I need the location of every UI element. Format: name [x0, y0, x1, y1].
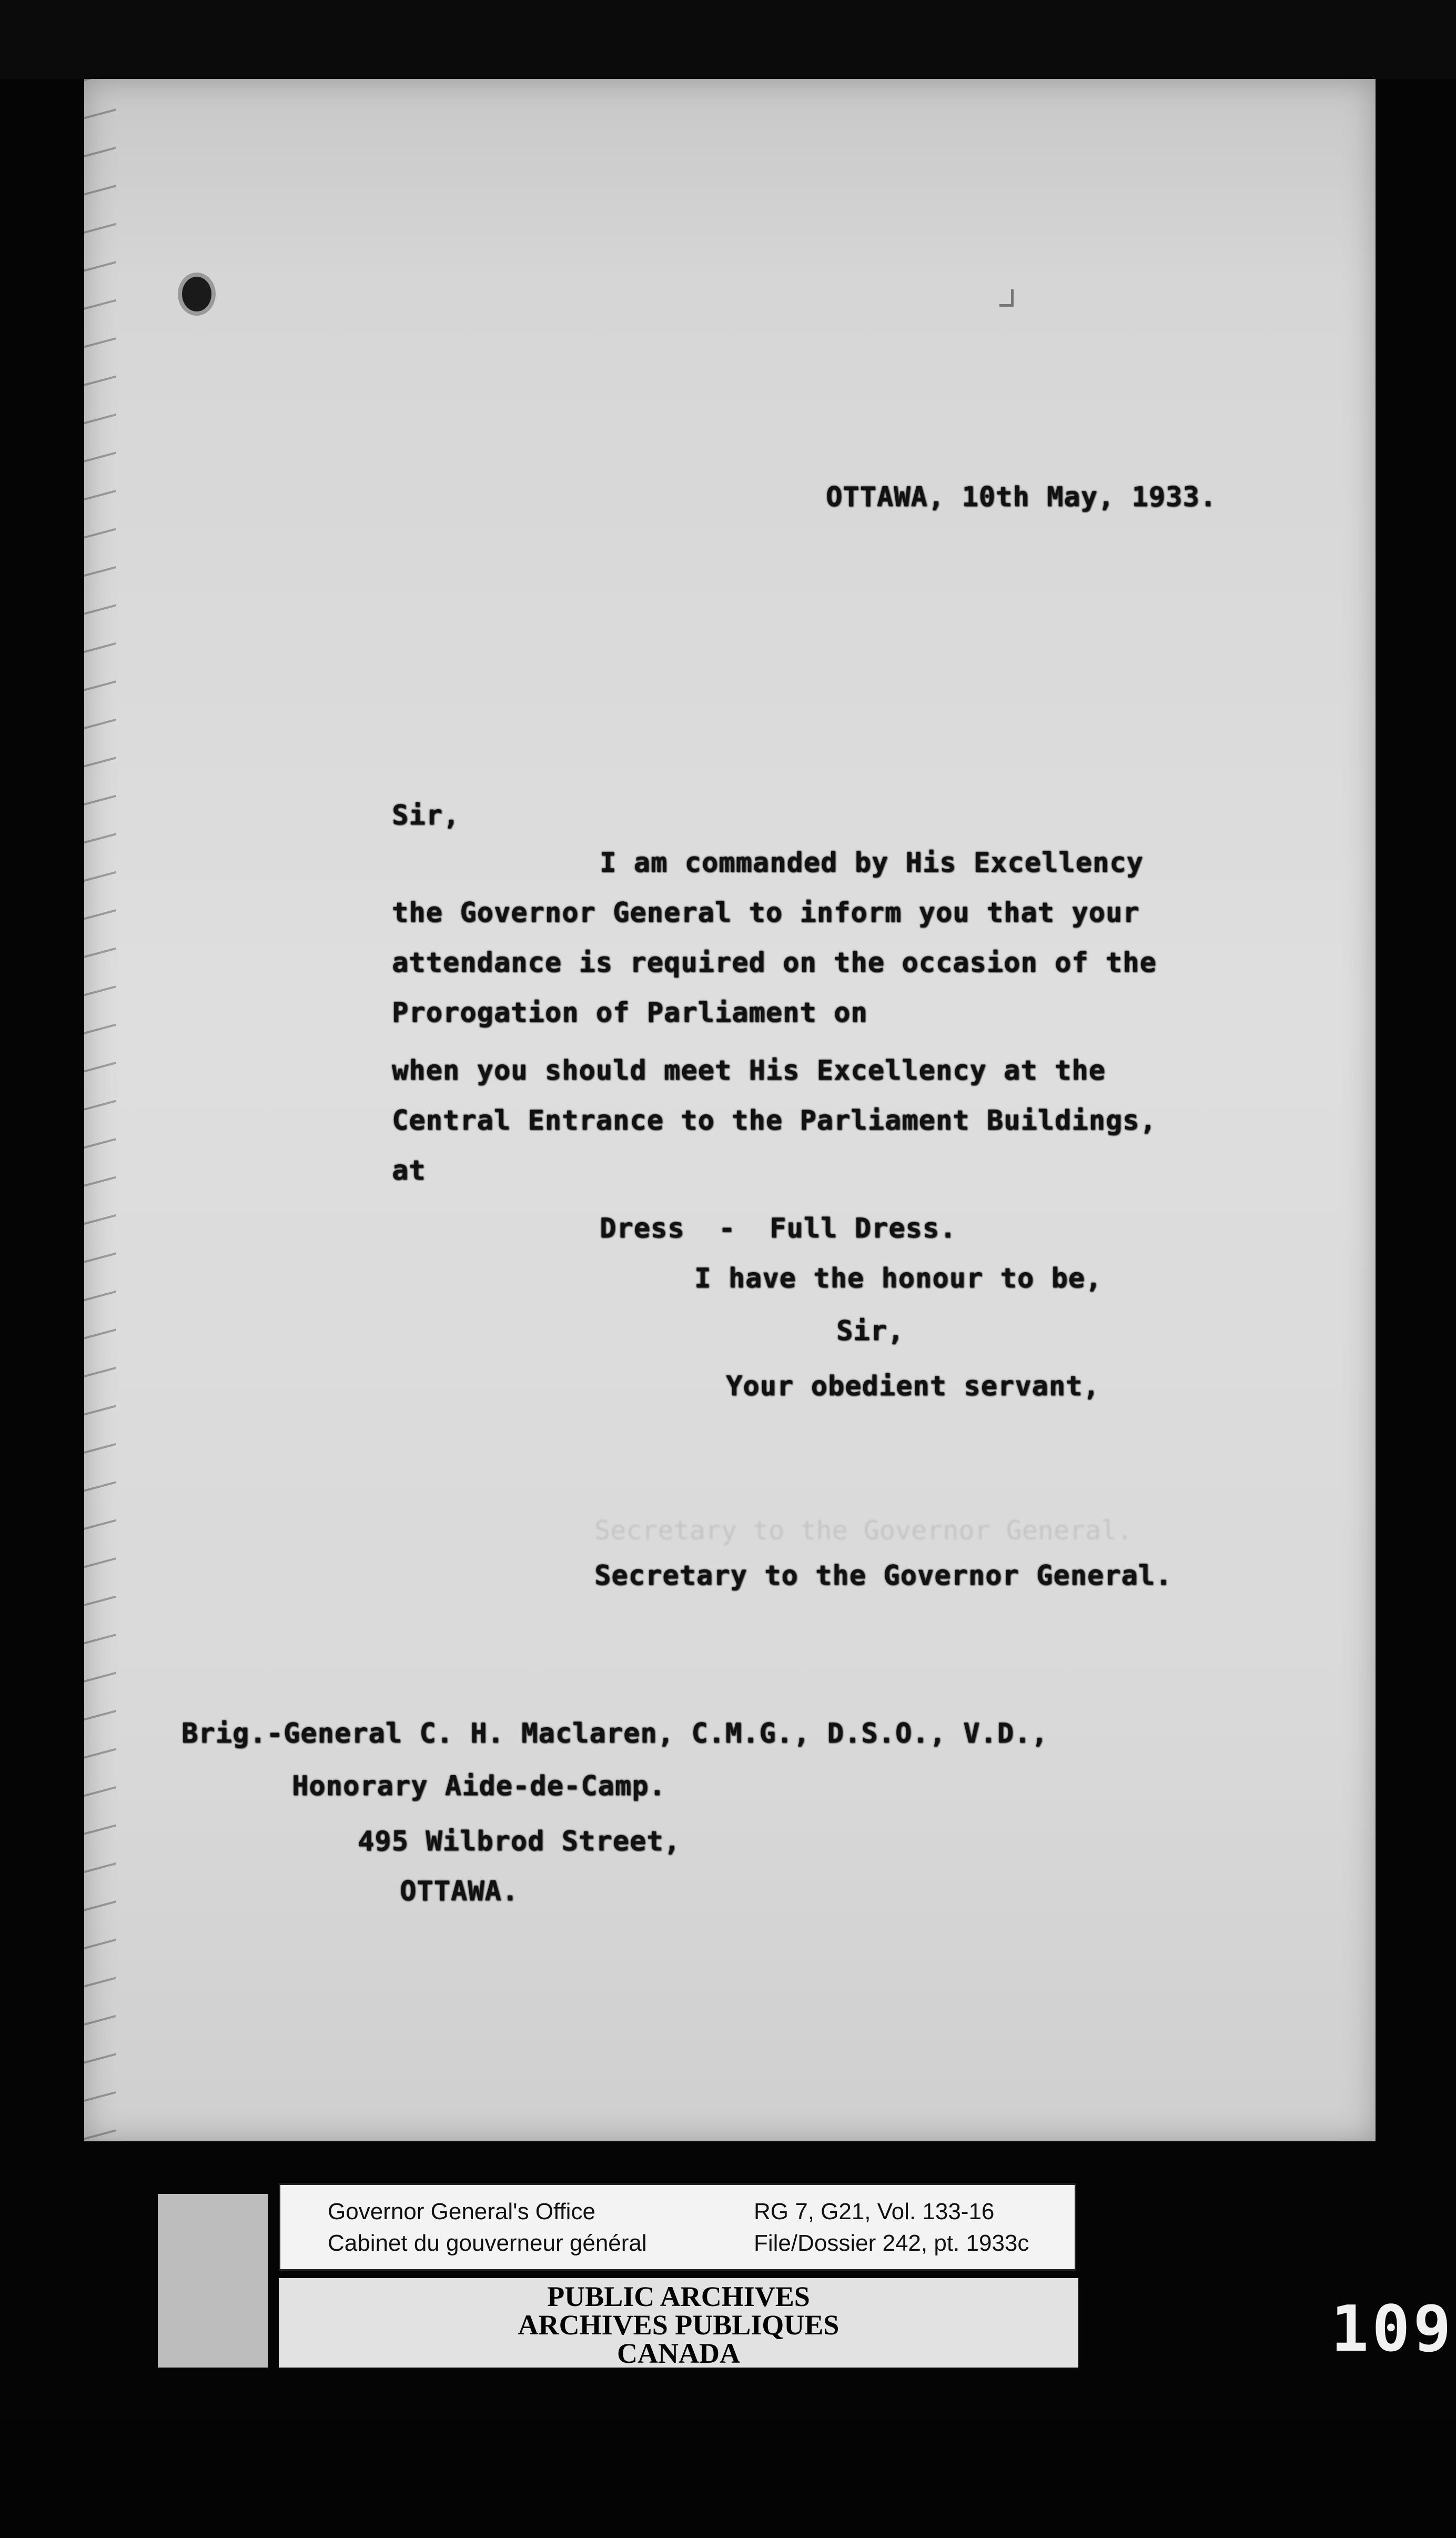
- office-name-fr: Cabinet du gouverneur général: [328, 2230, 647, 2256]
- body-line: I am commanded by His Excellency: [600, 847, 1144, 879]
- address-line: Honorary Aide-de-Camp.: [292, 1770, 666, 1802]
- archives-line-country: CANADA: [617, 2338, 740, 2369]
- closing-line: Your obedient servant,: [726, 1371, 1100, 1402]
- letter-date: OTTAWA, 10th May, 1933.: [826, 481, 1217, 513]
- address-line: 495 Wilbrod Street,: [358, 1826, 681, 1857]
- signature-title: Secretary to the Governor General.: [594, 1560, 1172, 1592]
- body-line: attendance is required on the occasion of the: [392, 947, 1157, 979]
- office-name-en: Governor General's Office: [328, 2199, 595, 2224]
- letter-salutation: Sir,: [392, 800, 460, 831]
- film-frame-top: [0, 0, 1456, 79]
- body-line: when you should meet His Excellency at the: [392, 1055, 1106, 1086]
- body-line: Prorogation of Parliament on: [392, 997, 868, 1029]
- ghost-signature: Secretary to the Governor General.: [594, 1515, 1133, 1546]
- punch-hole-icon: [178, 273, 216, 316]
- dress-code: Dress - Full Dress.: [600, 1213, 957, 1244]
- address-line: OTTAWA.: [400, 1876, 519, 1907]
- archive-file: File/Dossier 242, pt. 1933c: [754, 2230, 1029, 2256]
- archives-line-en: PUBLIC ARCHIVES: [547, 2281, 810, 2312]
- closing-line: I have the honour to be,: [694, 1263, 1103, 1294]
- paper-edge-shadow: [84, 79, 116, 2141]
- corner-mark-icon: [999, 289, 1014, 307]
- frame-number: 109: [1331, 2293, 1454, 2366]
- film-frame-bottom: [0, 2420, 1456, 2538]
- address-line: Brig.-General C. H. Maclaren, C.M.G., D.S.O., V.D.,: [181, 1718, 1048, 1749]
- public-archives-label: [279, 2278, 1078, 2368]
- archives-line-fr: ARCHIVES PUBLIQUES: [518, 2309, 840, 2341]
- archive-reference-label: [279, 2183, 1076, 2271]
- body-line: the Governor General to inform you that your: [392, 897, 1140, 929]
- archive-tab: [158, 2194, 268, 2368]
- closing-line: Sir,: [836, 1315, 905, 1347]
- archive-reference: RG 7, G21, Vol. 133-16: [754, 2199, 995, 2224]
- body-line: at: [392, 1155, 426, 1186]
- body-line: Central Entrance to the Parliament Buildings,: [392, 1105, 1157, 1136]
